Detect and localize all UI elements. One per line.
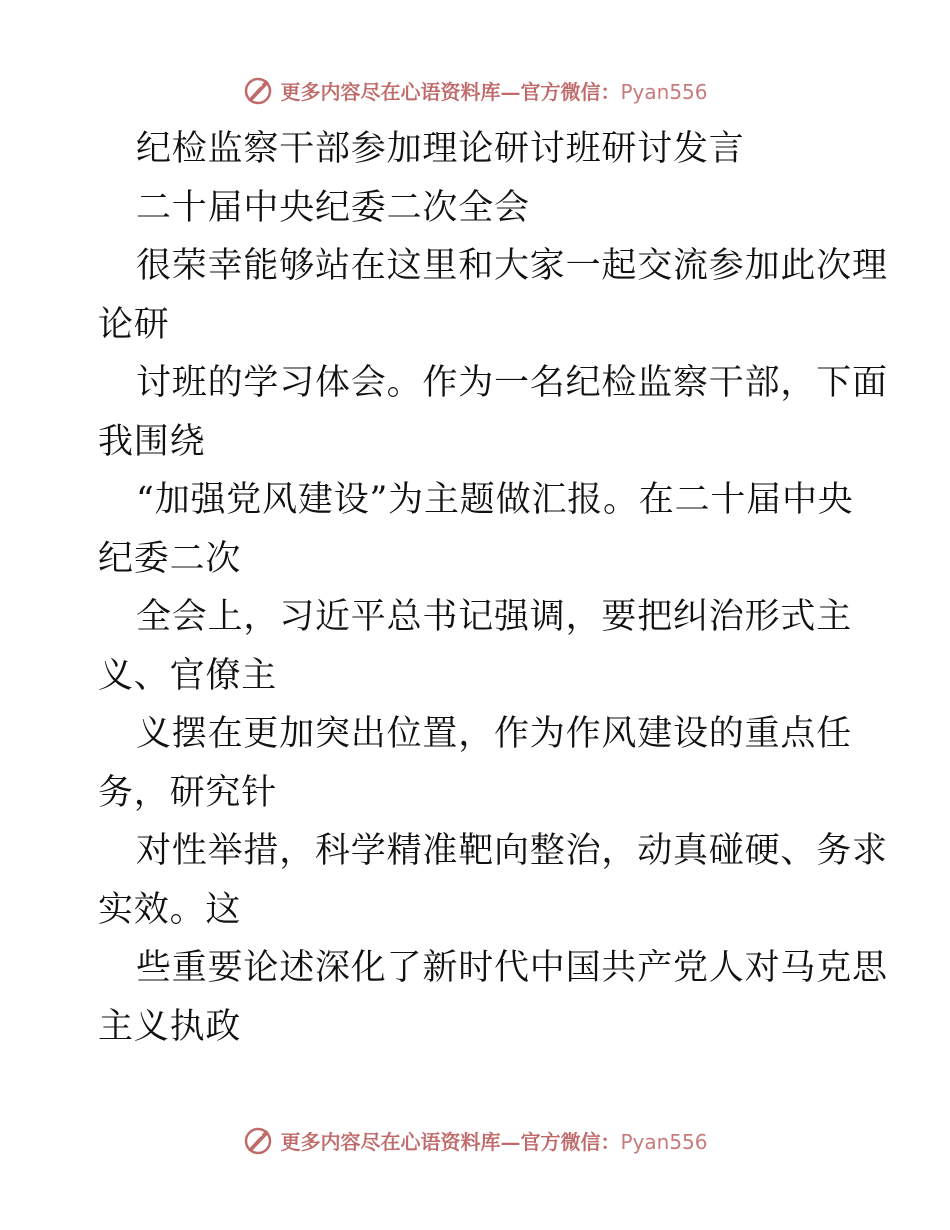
- text-line: 论研: [98, 304, 170, 345]
- text-line: 实效。这: [98, 889, 242, 930]
- text-line: 很荣幸能够站在这里和大家一起交流参加此次理: [136, 246, 888, 286]
- banner-text: [280, 76, 707, 105]
- banner-slogan: 更多内容尽在心语资料库—官方微信：: [280, 1129, 621, 1154]
- text-line: 务，研究针: [98, 772, 278, 813]
- text-line: 义摆在更加突出位置，作为作风建设的重点任: [136, 714, 853, 754]
- text-line: 对性举措，科学精准靶向整治，动真碰硬、务求: [136, 831, 888, 871]
- header-banner: [0, 72, 950, 108]
- quill-logo-icon: [242, 74, 274, 106]
- text-line: 纪检监察干部参加理论研讨班研讨发言: [136, 129, 745, 169]
- text-line: 二十届中央纪委二次全会: [136, 187, 530, 228]
- text-line: 义、官僚主: [98, 655, 278, 696]
- text-line: 讨班的学习体会。作为一名纪检监察干部，下面: [136, 363, 888, 403]
- text-line: 主义执政: [98, 1006, 242, 1047]
- text-line: “加强党风建设”为主题做汇报。在二十届中央: [136, 480, 854, 520]
- text-line: 些重要论述深化了新时代中国共产党人对马克思: [136, 948, 888, 988]
- banner-wechat-id: Pyan556: [620, 1129, 708, 1154]
- banner-text: [280, 1126, 707, 1155]
- quill-logo-icon: [242, 1124, 274, 1156]
- text-line: 我围绕: [98, 421, 206, 462]
- banner-wechat-id: Pyan556: [620, 79, 708, 104]
- text-line: 全会上，习近平总书记强调，要把纠治形式主: [136, 597, 853, 637]
- banner-slogan: 更多内容尽在心语资料库—官方微信：: [280, 79, 621, 104]
- footer-banner: [0, 1122, 950, 1158]
- text-line: 纪委二次: [98, 538, 242, 579]
- document-body: [98, 120, 888, 1056]
